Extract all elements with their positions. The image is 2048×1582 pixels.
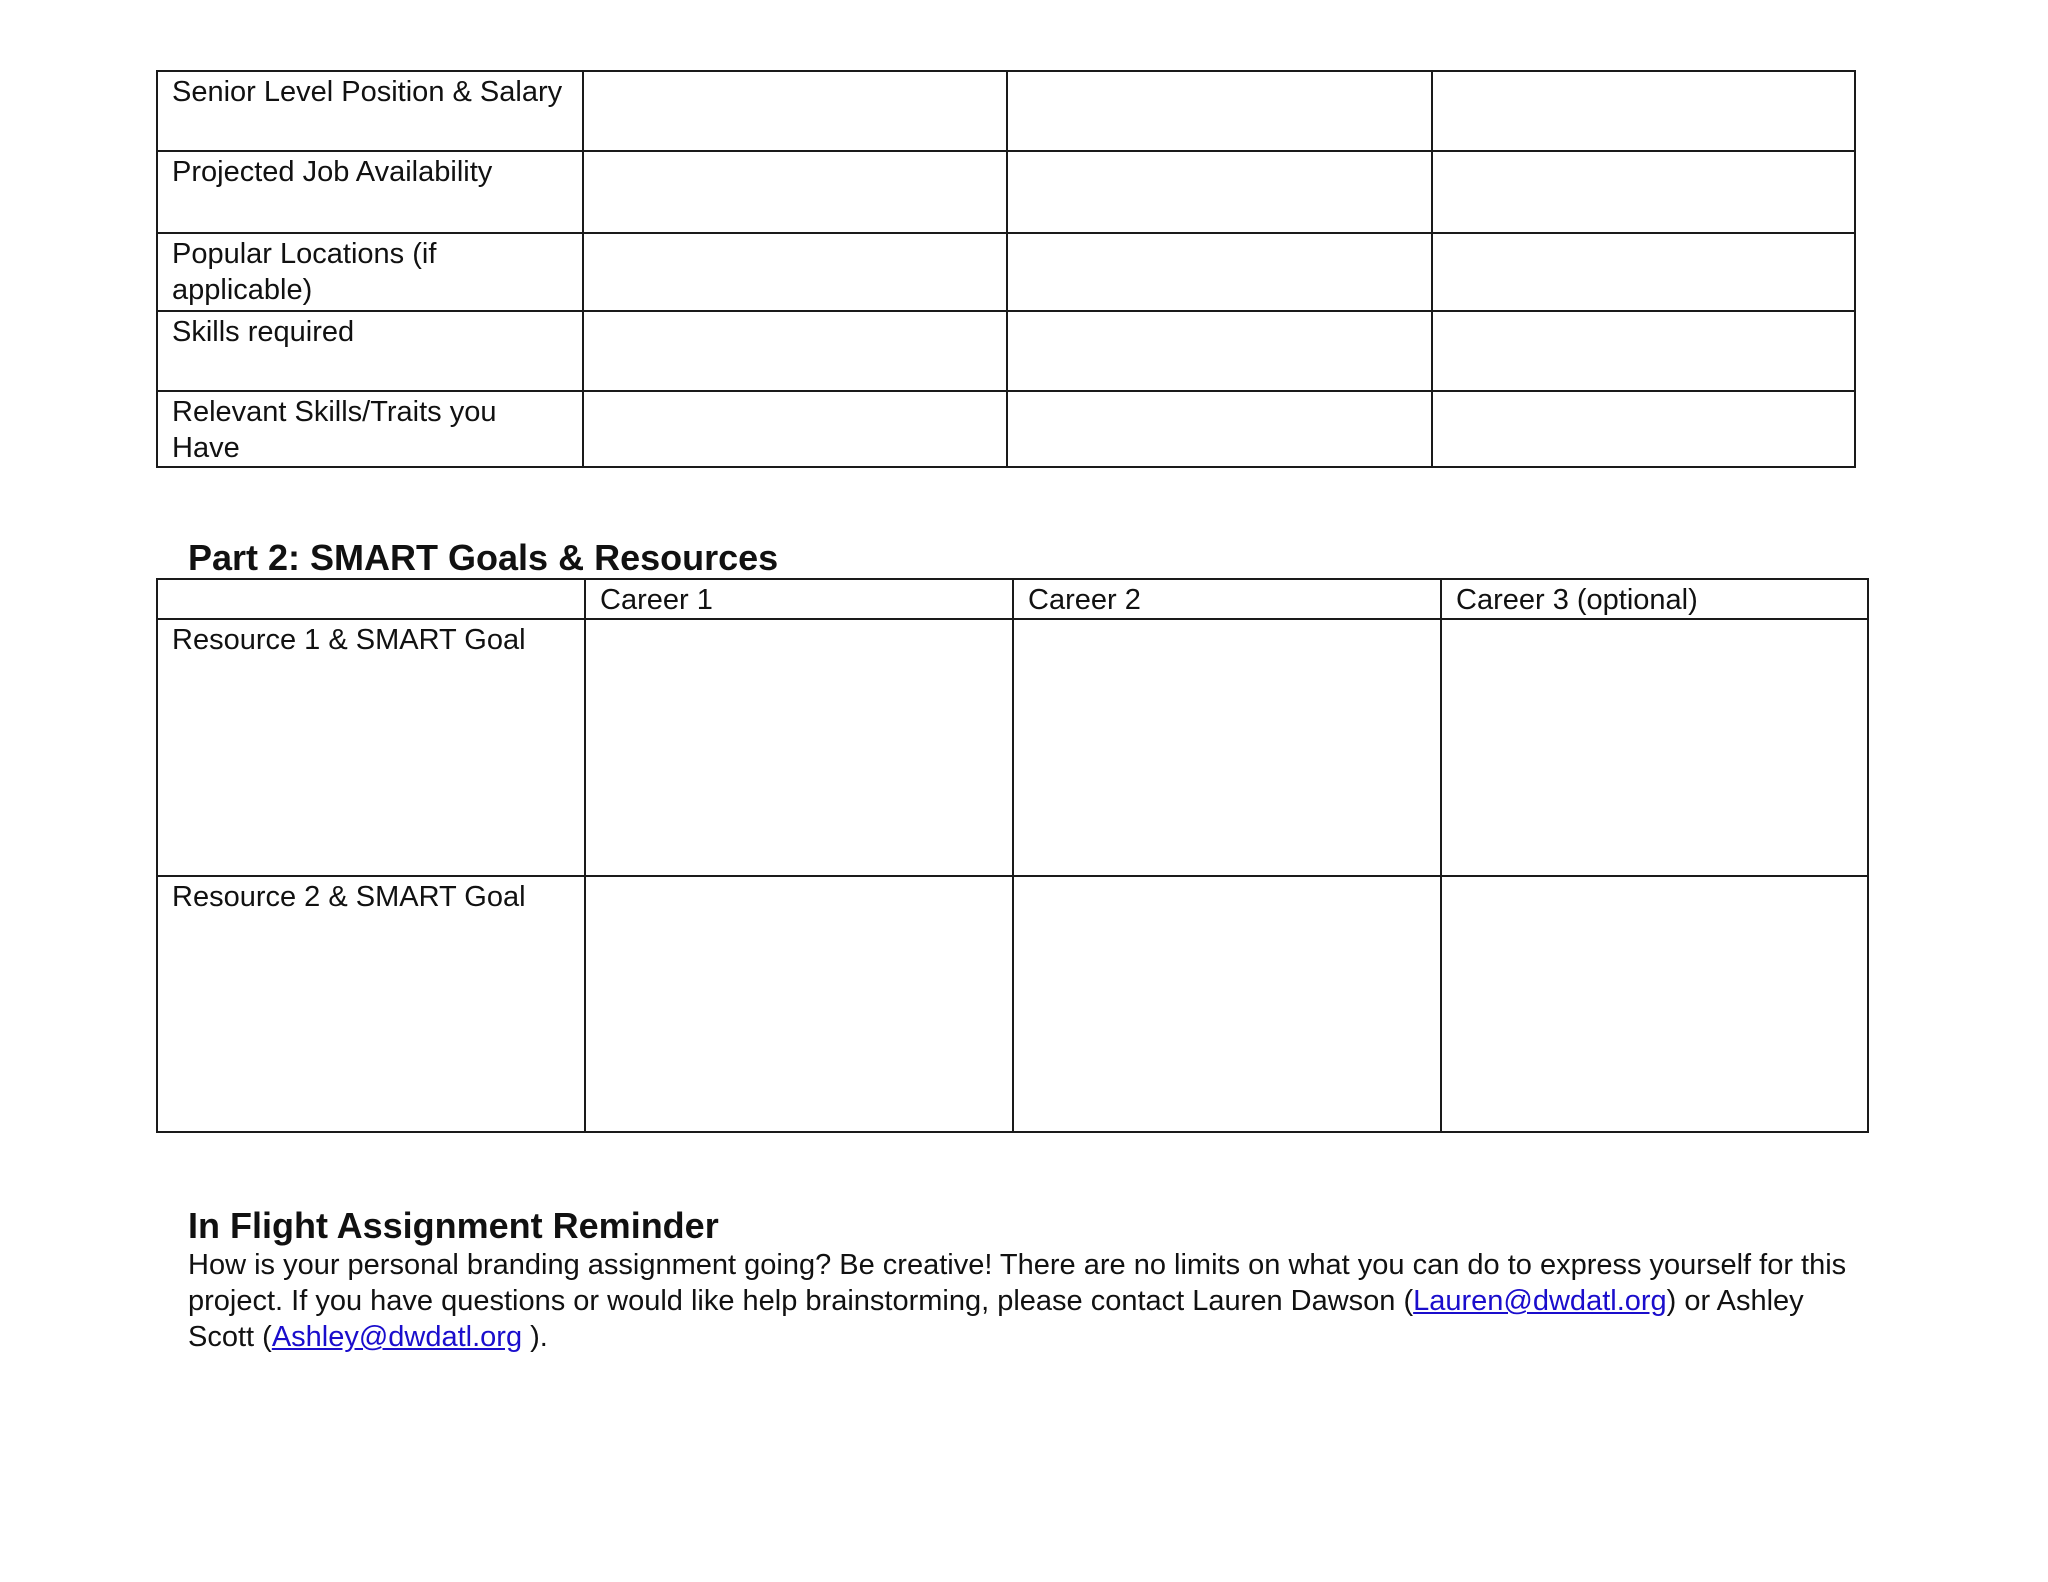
career-1-cell[interactable] [583,71,1007,151]
reminder-heading: In Flight Assignment Reminder [188,1205,719,1246]
column-header-career-2: Career 2 [1013,579,1441,619]
column-header-career-1: Career 1 [585,579,1013,619]
career-3-cell[interactable] [1432,71,1855,151]
career-3-cell[interactable] [1441,619,1868,876]
reminder-paragraph [188,1247,1868,1355]
career-1-cell[interactable] [583,391,1007,467]
career-2-cell[interactable] [1007,311,1432,391]
part2-heading: Part 2: SMART Goals & Resources [188,537,779,578]
career-2-cell[interactable] [1013,619,1441,876]
table-row [157,233,1855,311]
column-header-blank [157,579,585,619]
career-3-cell[interactable] [1432,311,1855,391]
table-row [157,311,1855,391]
career-1-cell[interactable] [585,876,1013,1132]
row-label: Projected Job Availability [157,151,583,233]
reminder-text-before: How is your personal branding assignment going? Be creative! There are no limits on what you can do to express yourself for this project. If you have questions or would like help brainstorming, please contact Lauren Dawson ( [188,1249,1847,1317]
career-1-cell[interactable] [585,619,1013,876]
career-3-cell[interactable] [1432,391,1855,467]
email-link-lauren[interactable]: Lauren@dwdatl.org [1413,1285,1667,1317]
email-link-ashley[interactable]: Ashley@dwdatl.org [271,1321,523,1353]
career-2-cell[interactable] [1007,151,1432,233]
career-3-cell[interactable] [1441,876,1868,1132]
table-header-row [157,579,1868,619]
table-row [157,151,1855,233]
reminder-text-after: ). [522,1321,548,1353]
career-2-cell[interactable] [1007,71,1432,151]
career-research-table [156,70,1856,468]
table-row [157,71,1855,151]
smart-goals-table [156,578,1869,1133]
career-2-cell[interactable] [1007,391,1432,467]
table-row [157,876,1868,1132]
career-3-cell[interactable] [1432,233,1855,311]
row-label: Relevant Skills/Traits you Have [157,391,583,467]
table-row [157,391,1855,467]
career-2-cell[interactable] [1007,233,1432,311]
row-label: Popular Locations (if applicable) [157,233,583,311]
row-label: Senior Level Position & Salary [157,71,583,151]
reminder-text-middle: ) or Ashley Scott ( [188,1285,1804,1353]
career-3-cell[interactable] [1432,151,1855,233]
career-1-cell[interactable] [583,151,1007,233]
row-label: Resource 1 & SMART Goal [157,619,585,876]
row-label: Resource 2 & SMART Goal [157,876,585,1132]
career-2-cell[interactable] [1013,876,1441,1132]
row-label: Skills required [157,311,583,391]
career-1-cell[interactable] [583,311,1007,391]
career-1-cell[interactable] [583,233,1007,311]
column-header-career-3: Career 3 (optional) [1441,579,1868,619]
table-row [157,619,1868,876]
